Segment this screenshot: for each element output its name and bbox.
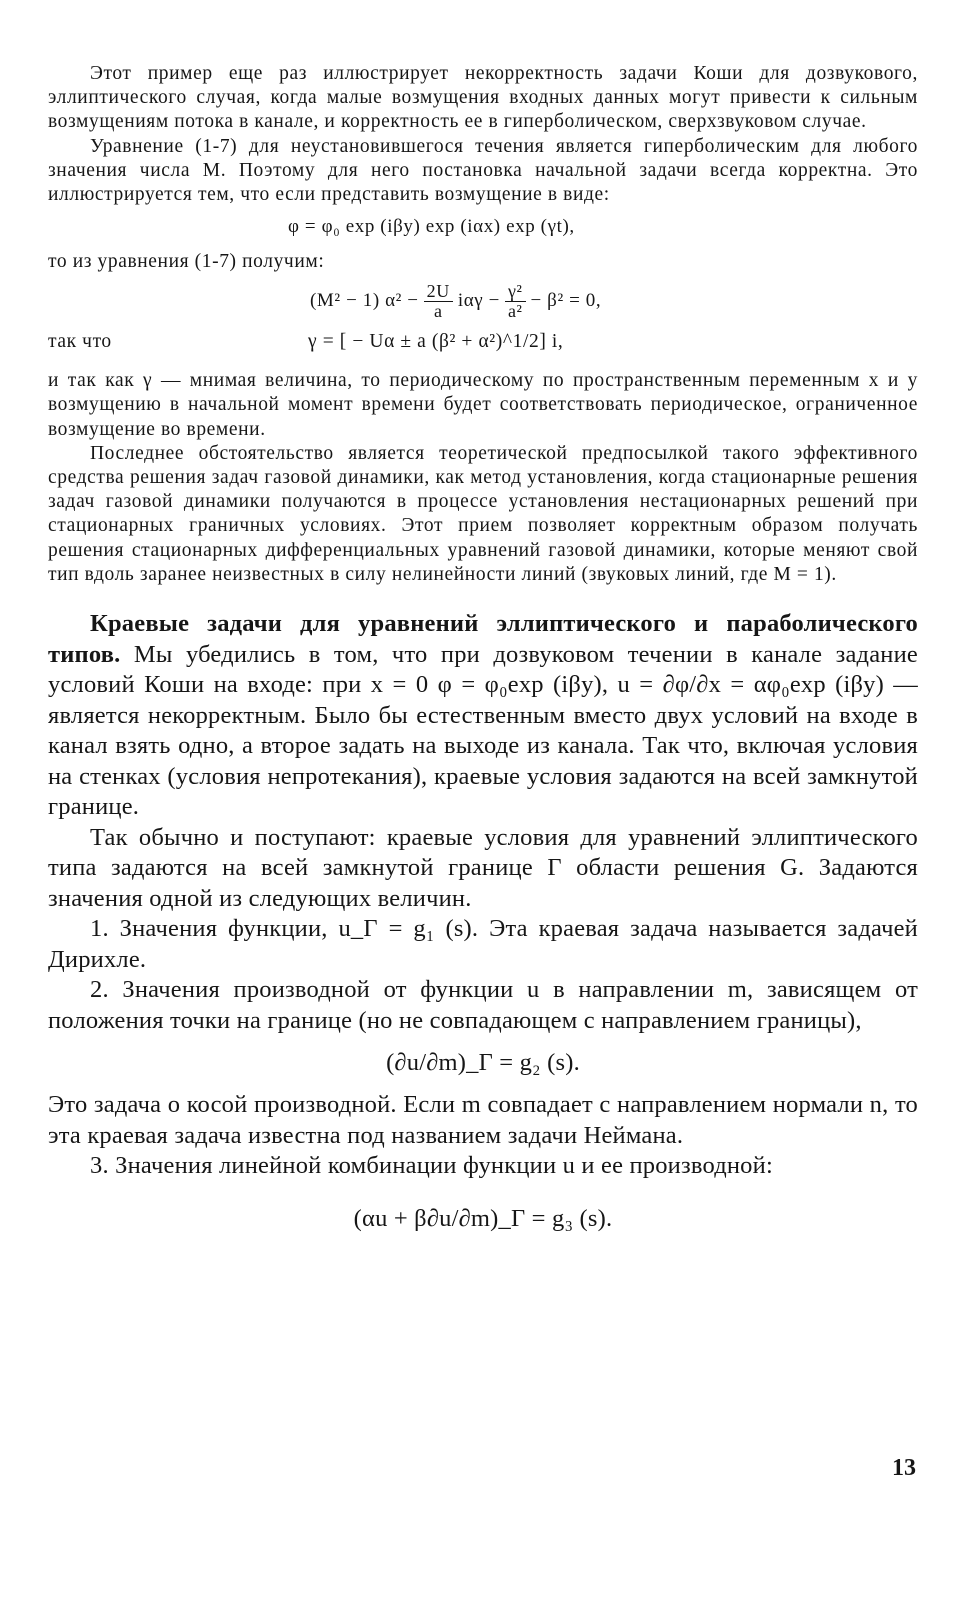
paragraph-unsteady-flow: Уравнение (1-7) для неустановившегося течения является гиперболическим для любого значения числа М. Поэтому для него постановка начальной задачи всегда корректна. Это иллюстрируется тем, что если представить возмущение в виде: [48, 135, 918, 206]
list-item-dirichlet: 1. Значения функции, u_Г = g₁ (s). Эта краевая задача называется задачей Дирихле. [48, 915, 918, 973]
eq-right: − β² = 0, [530, 290, 602, 312]
frac-denominator: a² [507, 300, 523, 321]
paragraph-imaginary-gamma: и так как γ — мнимая величина, то периодическому по пространственным переменным x и y возмущению в начальной момент времени будет соответствовать периодическое, ограниченное возмущение во времени. [48, 370, 918, 440]
list-item-derivative: 2. Значения производной от функции u в направлении m, зависящем от положения точки на границе (но не совпадающем с направлением границы), [48, 976, 918, 1034]
frac-numerator: γ² [505, 282, 526, 302]
eq-mid: iαγ − [457, 290, 500, 312]
equation-gamma: γ = [ − Uα ± a (β² + α²)^1/2] i, [308, 331, 564, 353]
equation-g3: (αu + β∂u/∂m)_Г = g₃ (s). [353, 1204, 613, 1232]
page-body [48, 62, 918, 1256]
frac-denominator: a [433, 300, 443, 321]
equation-phi: φ = φ₀ exp (iβy) exp (iαx) exp (γt), [288, 216, 575, 238]
list-item-linear-combination: 3. Значения линейной комбинации функции u и ее производной: [90, 1152, 773, 1180]
paragraph-cauchy-illustration: Этот пример еще раз иллюстрирует некорректность задачи Коши для дозвукового, эллиптического случая, когда малые возмущения входных данных могут привести к сильным возмущениям потока в канале, и корректность ее в гиперболическом, сверхзвуковом случае. [48, 63, 918, 133]
small-print-block [48, 62, 918, 587]
paragraph-neumann: Это задача о косой производной. Если m совпадает с направлением нормали n, то эта краевая задача известна под названием задачи Неймана. [48, 1091, 918, 1149]
fraction-gamma2-over-a2 [505, 282, 526, 321]
lead-so-that: так что [48, 331, 112, 353]
large-print-block [48, 609, 918, 1256]
paragraph-closed-boundary: Так обычно и поступают: краевые условия для уравнений эллиптического типа задаются на всей замкнутой границе Г области решения G. Задаются значения одной из следующих величин. [48, 823, 918, 912]
lead-from-equation: то из уравнения (1-7) получим: [48, 251, 325, 273]
fraction-2u-over-a [424, 282, 453, 321]
paragraph-boundary-problems [48, 609, 918, 823]
section-heading: Краевые задачи для уравнений эллиптического и параболического типов. [48, 610, 918, 668]
equation-g2: (∂u/∂m)_Г = g₂ (s). [386, 1049, 580, 1077]
eq-left: (M² − 1) α² − [310, 290, 419, 312]
section-text: Мы убедились в том, что при дозвуковом течении в канале задание условий Коши на входе: при x = 0 φ = φ₀exp (iβy), u = ∂φ/∂x = αφ₀exp (iβy) — является некорректным. Было бы естественным вместо двух условий на входе в канал взять одно, а второе задать на выходе из канала. Так что, включая условия на стенках (условия непротекания), краевые условия задаются на всей замкнутой границе. [48, 640, 918, 821]
equation-dispersion [48, 277, 918, 325]
equation-gamma-row [48, 325, 918, 359]
frac-numerator: 2U [424, 282, 453, 302]
paragraph-establishment-method: Последнее обстоятельство является теоретической предпосылкой такого эффективного средства решения задач газовой динамики, как метод установления, когда стационарные решения задач газовой динамики получаются в процессе установления нестационарных решений при стационарных граничных условиях. Этот прием позволяет корректным образом получать решения стационарных дифференциальных уравнений газовой динамики, которые меняют свой тип вдоль заранее неизвестных в силу нелинейности линий (звуковых линий, где M = 1). [48, 442, 918, 585]
page-number: 13 [892, 1455, 916, 1481]
